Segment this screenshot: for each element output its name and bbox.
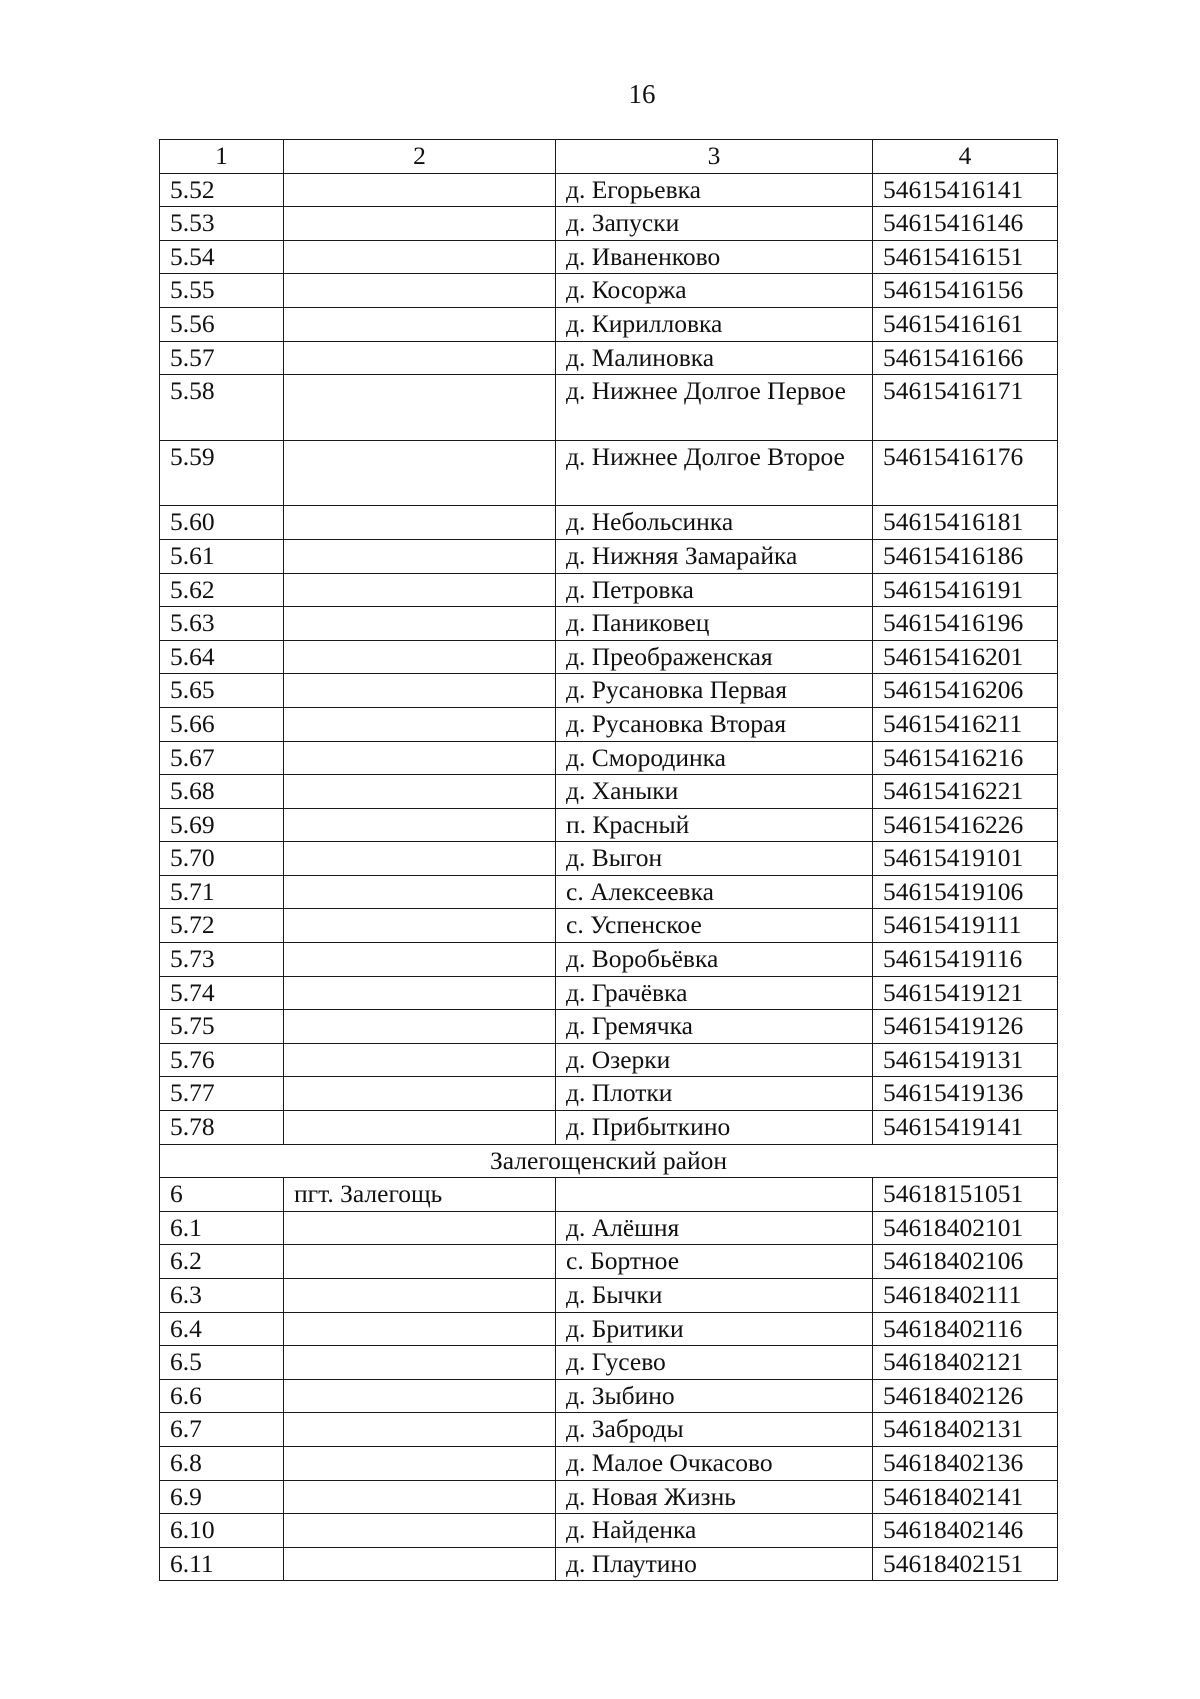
settlement-cell: д. Гремячка bbox=[556, 1010, 873, 1044]
admin-center-cell bbox=[284, 274, 556, 308]
oktmo-code-cell: 54618151051 bbox=[873, 1178, 1058, 1212]
oktmo-code-cell: 54618402111 bbox=[873, 1279, 1058, 1313]
table-row bbox=[160, 274, 1058, 308]
admin-center-cell bbox=[284, 607, 556, 641]
admin-center-cell bbox=[284, 943, 556, 977]
table-row bbox=[160, 1010, 1058, 1044]
settlement-cell: д. Паниковец bbox=[556, 607, 873, 641]
settlement-cell bbox=[556, 1178, 873, 1212]
settlement-cell: д. Малое Очкасово bbox=[556, 1446, 873, 1480]
admin-center-cell bbox=[284, 1480, 556, 1514]
row-number-cell: 5.61 bbox=[160, 539, 284, 573]
oktmo-code-cell: 54618402151 bbox=[873, 1547, 1058, 1581]
table-row bbox=[160, 1111, 1058, 1145]
settlement-cell: д. Небольсинка bbox=[556, 506, 873, 540]
oktmo-code-cell: 54618402106 bbox=[873, 1245, 1058, 1279]
row-number-cell: 6.4 bbox=[160, 1312, 284, 1346]
admin-center-cell bbox=[284, 506, 556, 540]
table-row bbox=[160, 375, 1058, 441]
settlement-cell: д. Грачёвка bbox=[556, 976, 873, 1010]
row-number-cell: 5.74 bbox=[160, 976, 284, 1010]
row-number-cell: 5.73 bbox=[160, 943, 284, 977]
admin-center-cell bbox=[284, 1379, 556, 1413]
row-number-cell: 6.3 bbox=[160, 1279, 284, 1313]
settlement-cell: д. Алёшня bbox=[556, 1211, 873, 1245]
admin-center-cell bbox=[284, 1111, 556, 1145]
admin-center-cell bbox=[284, 1211, 556, 1245]
admin-center-cell bbox=[284, 808, 556, 842]
row-number-cell: 5.53 bbox=[160, 207, 284, 241]
row-number-cell: 6.11 bbox=[160, 1547, 284, 1581]
row-number-cell: 5.56 bbox=[160, 307, 284, 341]
oktmo-code-cell: 54615416186 bbox=[873, 539, 1058, 573]
admin-center-cell bbox=[284, 539, 556, 573]
oktmo-code-cell: 54618402136 bbox=[873, 1446, 1058, 1480]
settlement-cell: д. Ханыки bbox=[556, 775, 873, 809]
district-heading: Залегощенский район bbox=[160, 1144, 1058, 1178]
table-row bbox=[160, 707, 1058, 741]
admin-center-cell bbox=[284, 1010, 556, 1044]
oktmo-code-cell: 54618402141 bbox=[873, 1480, 1058, 1514]
row-number-cell: 5.69 bbox=[160, 808, 284, 842]
settlement-cell: д. Нижнее Долгое Второе bbox=[556, 440, 873, 506]
table-row bbox=[160, 1312, 1058, 1346]
row-number-cell: 5.75 bbox=[160, 1010, 284, 1044]
oktmo-code-cell: 54615419101 bbox=[873, 842, 1058, 876]
oktmo-code-cell: 54618402131 bbox=[873, 1413, 1058, 1447]
admin-center-cell bbox=[284, 307, 556, 341]
table-row bbox=[160, 1043, 1058, 1077]
table-row bbox=[160, 539, 1058, 573]
table-row bbox=[160, 173, 1058, 207]
table-row bbox=[160, 775, 1058, 809]
table-row bbox=[160, 207, 1058, 241]
row-number-cell: 5.64 bbox=[160, 640, 284, 674]
table-row bbox=[160, 842, 1058, 876]
oktmo-code-cell: 54615419131 bbox=[873, 1043, 1058, 1077]
settlement-cell: д. Плаутино bbox=[556, 1547, 873, 1581]
row-number-cell: 6.10 bbox=[160, 1514, 284, 1548]
row-number-cell: 6.6 bbox=[160, 1379, 284, 1413]
settlement-cell: д. Нижняя Замарайка bbox=[556, 539, 873, 573]
row-number-cell: 6.2 bbox=[160, 1245, 284, 1279]
row-number-cell: 5.55 bbox=[160, 274, 284, 308]
settlement-cell: д. Бычки bbox=[556, 1279, 873, 1313]
table-row bbox=[160, 1346, 1058, 1380]
settlement-cell: д. Петровка bbox=[556, 573, 873, 607]
table-row bbox=[160, 943, 1058, 977]
settlement-cell: д. Русановка Вторая bbox=[556, 707, 873, 741]
admin-center-cell bbox=[284, 875, 556, 909]
row-number-cell: 6.1 bbox=[160, 1211, 284, 1245]
settlement-cell: д. Воробьёвка bbox=[556, 943, 873, 977]
table-row bbox=[160, 1547, 1058, 1581]
admin-center-cell bbox=[284, 240, 556, 274]
table-row bbox=[160, 307, 1058, 341]
settlement-cell: д. Плотки bbox=[556, 1077, 873, 1111]
table-row bbox=[160, 440, 1058, 506]
oktmo-code-cell: 54615416141 bbox=[873, 173, 1058, 207]
table-row bbox=[160, 1379, 1058, 1413]
oktmo-code-cell: 54618402116 bbox=[873, 1312, 1058, 1346]
row-number-cell: 6.5 bbox=[160, 1346, 284, 1380]
table-row bbox=[160, 640, 1058, 674]
oktmo-code-cell: 54618402146 bbox=[873, 1514, 1058, 1548]
table-row bbox=[160, 1245, 1058, 1279]
oktmo-code-cell: 54615416181 bbox=[873, 506, 1058, 540]
oktmo-code-cell: 54615416176 bbox=[873, 440, 1058, 506]
oktmo-code-cell: 54615419136 bbox=[873, 1077, 1058, 1111]
table-row bbox=[160, 240, 1058, 274]
table-row bbox=[160, 1514, 1058, 1548]
admin-center-cell bbox=[284, 1312, 556, 1346]
admin-center-cell bbox=[284, 207, 556, 241]
settlement-cell: д. Прибыткино bbox=[556, 1111, 873, 1145]
row-number-cell: 5.68 bbox=[160, 775, 284, 809]
row-number-cell: 6 bbox=[160, 1178, 284, 1212]
oktmo-code-cell: 54615416201 bbox=[873, 640, 1058, 674]
oktmo-code-cell: 54615419111 bbox=[873, 909, 1058, 943]
admin-center-cell bbox=[284, 909, 556, 943]
oktmo-code-cell: 54615416161 bbox=[873, 307, 1058, 341]
table-row bbox=[160, 506, 1058, 540]
header-cell-3: 3 bbox=[556, 140, 873, 174]
page-number: 16 bbox=[628, 79, 656, 109]
settlement-cell: д. Запуски bbox=[556, 207, 873, 241]
table-row bbox=[160, 1446, 1058, 1480]
row-number-cell: 5.63 bbox=[160, 607, 284, 641]
settlement-cell: д. Нижнее Долгое Первое bbox=[556, 375, 873, 441]
oktmo-code-cell: 54615416216 bbox=[873, 741, 1058, 775]
oktmo-code-cell: 54615416206 bbox=[873, 674, 1058, 708]
settlements-table-body bbox=[160, 140, 1058, 1581]
header-cell-2: 2 bbox=[284, 140, 556, 174]
settlement-cell: д. Озерки bbox=[556, 1043, 873, 1077]
oktmo-code-cell: 54615416171 bbox=[873, 375, 1058, 441]
admin-center-cell bbox=[284, 1547, 556, 1581]
row-number-cell: 5.65 bbox=[160, 674, 284, 708]
admin-center-cell bbox=[284, 375, 556, 441]
row-number-cell: 5.78 bbox=[160, 1111, 284, 1145]
table-row bbox=[160, 1178, 1058, 1212]
table-row bbox=[160, 741, 1058, 775]
admin-center-cell bbox=[284, 1077, 556, 1111]
oktmo-code-cell: 54615419141 bbox=[873, 1111, 1058, 1145]
header-cell-4: 4 bbox=[873, 140, 1058, 174]
settlement-cell: д. Новая Жизнь bbox=[556, 1480, 873, 1514]
oktmo-code-cell: 54615416166 bbox=[873, 341, 1058, 375]
settlement-cell: д. Иваненково bbox=[556, 240, 873, 274]
table-row bbox=[160, 607, 1058, 641]
oktmo-code-cell: 54615416151 bbox=[873, 240, 1058, 274]
admin-center-cell bbox=[284, 842, 556, 876]
admin-center-cell bbox=[284, 1346, 556, 1380]
admin-center-cell bbox=[284, 976, 556, 1010]
admin-center-cell bbox=[284, 741, 556, 775]
table-row bbox=[160, 875, 1058, 909]
admin-center-cell bbox=[284, 1446, 556, 1480]
settlement-cell: д. Найденка bbox=[556, 1514, 873, 1548]
table-row bbox=[160, 1480, 1058, 1514]
row-number-cell: 5.57 bbox=[160, 341, 284, 375]
admin-center-cell bbox=[284, 775, 556, 809]
settlement-cell: д. Русановка Первая bbox=[556, 674, 873, 708]
settlement-cell: д. Преображенская bbox=[556, 640, 873, 674]
oktmo-code-cell: 54615416191 bbox=[873, 573, 1058, 607]
table-row bbox=[160, 808, 1058, 842]
row-number-cell: 5.67 bbox=[160, 741, 284, 775]
settlement-cell: д. Гусево bbox=[556, 1346, 873, 1380]
settlement-cell: п. Красный bbox=[556, 808, 873, 842]
table-row bbox=[160, 1279, 1058, 1313]
settlement-cell: д. Косоржа bbox=[556, 274, 873, 308]
settlement-cell: с. Алексеевка bbox=[556, 875, 873, 909]
row-number-cell: 5.58 bbox=[160, 375, 284, 441]
row-number-cell: 5.72 bbox=[160, 909, 284, 943]
district-row bbox=[160, 1144, 1058, 1178]
row-number-cell: 5.71 bbox=[160, 875, 284, 909]
row-number-cell: 5.70 bbox=[160, 842, 284, 876]
oktmo-code-cell: 54615416156 bbox=[873, 274, 1058, 308]
table-row bbox=[160, 341, 1058, 375]
row-number-cell: 5.54 bbox=[160, 240, 284, 274]
admin-center-cell bbox=[284, 640, 556, 674]
admin-center-cell bbox=[284, 341, 556, 375]
row-number-cell: 5.77 bbox=[160, 1077, 284, 1111]
admin-center-cell bbox=[284, 674, 556, 708]
admin-center-cell bbox=[284, 1245, 556, 1279]
settlement-cell: д. Зыбино bbox=[556, 1379, 873, 1413]
oktmo-code-cell: 54615416226 bbox=[873, 808, 1058, 842]
table-row bbox=[160, 1211, 1058, 1245]
oktmo-code-cell: 54615419126 bbox=[873, 1010, 1058, 1044]
settlements-table bbox=[159, 139, 1058, 1581]
admin-center-cell bbox=[284, 1514, 556, 1548]
admin-center-cell bbox=[284, 1413, 556, 1447]
row-number-cell: 6.7 bbox=[160, 1413, 284, 1447]
table-row bbox=[160, 573, 1058, 607]
oktmo-code-cell: 54618402121 bbox=[873, 1346, 1058, 1380]
table-row bbox=[160, 976, 1058, 1010]
row-number-cell: 5.76 bbox=[160, 1043, 284, 1077]
settlement-cell: д. Заброды bbox=[556, 1413, 873, 1447]
settlement-cell: д. Егорьевка bbox=[556, 173, 873, 207]
row-number-cell: 6.8 bbox=[160, 1446, 284, 1480]
table-row bbox=[160, 674, 1058, 708]
table-header-row bbox=[160, 140, 1058, 174]
row-number-cell: 5.52 bbox=[160, 173, 284, 207]
admin-center-cell: пгт. Залегощь bbox=[284, 1178, 556, 1212]
admin-center-cell bbox=[284, 573, 556, 607]
row-number-cell: 5.59 bbox=[160, 440, 284, 506]
row-number-cell: 5.66 bbox=[160, 707, 284, 741]
settlement-cell: д. Бритики bbox=[556, 1312, 873, 1346]
admin-center-cell bbox=[284, 440, 556, 506]
header-cell-1: 1 bbox=[160, 140, 284, 174]
settlement-cell: д. Смородинка bbox=[556, 741, 873, 775]
oktmo-code-cell: 54618402126 bbox=[873, 1379, 1058, 1413]
oktmo-code-cell: 54615416211 bbox=[873, 707, 1058, 741]
table-row bbox=[160, 1413, 1058, 1447]
admin-center-cell bbox=[284, 1279, 556, 1313]
settlement-cell: с. Успенское bbox=[556, 909, 873, 943]
oktmo-code-cell: 54615419106 bbox=[873, 875, 1058, 909]
oktmo-code-cell: 54615416146 bbox=[873, 207, 1058, 241]
settlement-cell: д. Выгон bbox=[556, 842, 873, 876]
oktmo-code-cell: 54615419116 bbox=[873, 943, 1058, 977]
settlement-cell: д. Малиновка bbox=[556, 341, 873, 375]
row-number-cell: 5.62 bbox=[160, 573, 284, 607]
admin-center-cell bbox=[284, 1043, 556, 1077]
admin-center-cell bbox=[284, 707, 556, 741]
row-number-cell: 5.60 bbox=[160, 506, 284, 540]
row-number-cell: 6.9 bbox=[160, 1480, 284, 1514]
oktmo-code-cell: 54615419121 bbox=[873, 976, 1058, 1010]
settlement-cell: д. Кирилловка bbox=[556, 307, 873, 341]
table-row bbox=[160, 909, 1058, 943]
admin-center-cell bbox=[284, 173, 556, 207]
table-row bbox=[160, 1077, 1058, 1111]
oktmo-code-cell: 54615416221 bbox=[873, 775, 1058, 809]
oktmo-code-cell: 54615416196 bbox=[873, 607, 1058, 641]
oktmo-code-cell: 54618402101 bbox=[873, 1211, 1058, 1245]
settlement-cell: с. Бортное bbox=[556, 1245, 873, 1279]
